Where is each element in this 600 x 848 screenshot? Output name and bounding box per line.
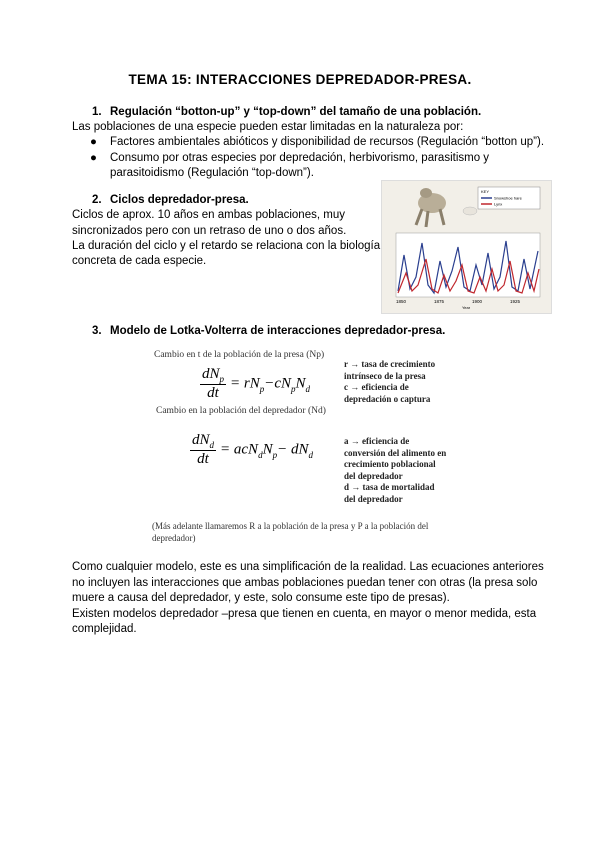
pred-eq-sub: d <box>308 449 313 460</box>
section1-intro: Las poblaciones de una especie pueden estar limitadas en la naturaleza por: <box>72 121 464 133</box>
pred-eq-numerator-sub: d <box>209 440 215 450</box>
hare-lynx-figure <box>381 180 552 314</box>
bullet-dot: ● <box>90 152 97 164</box>
prey-note-4: depredación o captura <box>344 393 431 404</box>
prey-eq-rhs-1: = rN <box>230 375 260 392</box>
closing-line-4: Existen modelos depredador –presa que tienen en cuenta, en mayor o menor medida, esta <box>72 607 537 620</box>
prey-note-3: c → eficiencia de <box>344 382 409 392</box>
closing-line-2: no incluyen las interacciones que ambas poblaciones puedan tener con otras (la presa solo <box>72 576 538 589</box>
legend-title: KEY <box>481 189 490 194</box>
section1-bullet-2: Consumo por otras especies por depredación, herbivorismo, parasitismo y <box>110 152 490 164</box>
prey-eq-rhs-3: N <box>295 375 306 392</box>
closing-line-1: Como cualquier modelo, este es una simplificación de la realidad. Las ecuaciones anteriores <box>72 561 544 573</box>
section1-number: 1. <box>92 106 102 118</box>
pred-note-4: del depredador <box>344 470 403 481</box>
pred-note-2: conversión del alimento en <box>344 447 447 458</box>
prey-eq-rhs-2: −cN <box>264 375 292 392</box>
section1-bullet-2-cont: parasitoidismo (Regulación “top-down”). <box>110 167 314 179</box>
pred-eq-rhs-2: N <box>262 441 273 458</box>
hare-illustration <box>463 207 477 215</box>
pred-eq-rhs-1: = acN <box>220 441 259 458</box>
pred-note-5: d → tasa de mortalidad <box>344 482 435 492</box>
prey-eq-numerator-sub: p <box>219 374 225 384</box>
x-tick-label: 1925 <box>510 299 521 304</box>
prey-note-1: r → tasa de crecimiento <box>344 359 436 369</box>
prey-equation-label: Cambio en t de la población de la presa (Np) <box>154 350 325 360</box>
hare-lynx-plot <box>382 181 551 313</box>
section2-number: 2. <box>92 194 102 206</box>
legend-label-hare: Snowshoe hare <box>494 195 522 201</box>
prey-eq-numerator: dN <box>202 366 220 382</box>
section3-heading: Modelo de Lotka-Volterra de interacciones depredador-presa. <box>110 325 446 337</box>
closing-line-3: muere a causa del depredador, y este, solo consume este tipo de presas). <box>72 592 450 604</box>
pred-eq-rhs-3: − dN <box>277 441 309 458</box>
prey-eq-sub: p <box>291 383 296 394</box>
pred-eq-sub: d <box>258 449 263 460</box>
section2-heading: Ciclos depredador-presa. <box>110 194 249 206</box>
pred-note-1: a → eficiencia de <box>344 436 410 446</box>
pred-note-6: del depredador <box>344 493 403 504</box>
predator-equation <box>190 432 313 468</box>
model-footnote-2: depredador) <box>152 532 196 543</box>
model-footnote-1: (Más adelante llamaremos R a la población de la presa y P a la población del <box>152 521 429 531</box>
section2-line-3: La duración del ciclo y el retardo se relaciona con la biología <box>72 240 381 252</box>
section1-bullet-1: Factores ambientales abióticos y disponibilidad de recursos (Regulación “botton up”). <box>110 136 545 148</box>
section2-line-1: Ciclos de aprox. 10 años en ambas poblaciones, muy <box>72 209 345 221</box>
x-axis-label: Year <box>462 305 471 310</box>
prey-eq-sub: p <box>259 383 265 394</box>
prey-note-2: intrínseco de la presa <box>344 370 426 381</box>
page-title: TEMA 15: INTERACCIONES DEPREDADOR-PRESA. <box>128 72 472 87</box>
pred-eq-denominator: dt <box>197 451 209 467</box>
legend-label-lynx: Lynx <box>494 201 503 207</box>
section2-line-4: concreta de cada especie. <box>72 255 207 267</box>
x-tick-label: 1850 <box>396 299 407 304</box>
prey-equation <box>200 366 310 402</box>
predator-equation-label: Cambio en la población del depredador (Nd) <box>156 406 326 416</box>
x-tick-label: 1875 <box>434 299 445 304</box>
x-tick-label: 1900 <box>472 299 483 304</box>
section2-line-2: sincronizados pero con un retraso de uno o dos años. <box>72 225 347 237</box>
closing-line-5: complejidad. <box>72 623 137 635</box>
lynx-head <box>420 188 432 198</box>
pred-eq-sub: p <box>272 449 278 460</box>
bullet-dot: ● <box>90 136 97 148</box>
pred-note-3: crecimiento poblacional <box>344 459 436 469</box>
section1-heading: Regulación “botton-up” y “top-down” del tamaño de una población. <box>110 106 482 118</box>
pred-eq-numerator: dN <box>192 432 210 448</box>
prey-eq-denominator: dt <box>207 385 219 401</box>
section3-number: 3. <box>92 325 102 337</box>
prey-eq-sub: d <box>305 383 311 394</box>
